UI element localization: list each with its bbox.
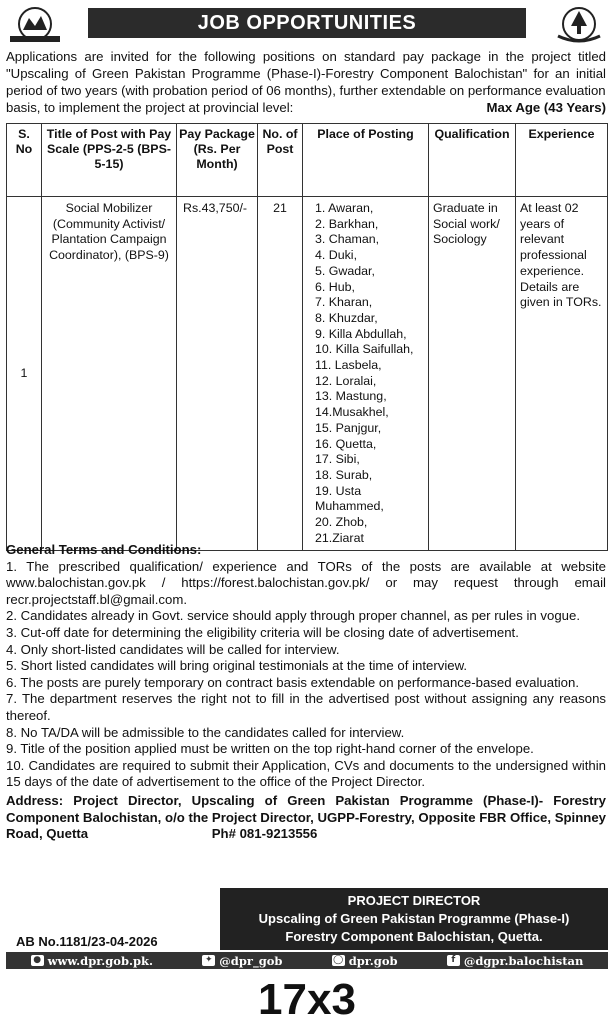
address-block xyxy=(6,793,606,843)
cell-qualification: Graduate in Social work/ Sociology xyxy=(429,197,516,551)
table-row xyxy=(7,197,608,551)
jobs-table xyxy=(6,123,608,551)
term-item: 5. Short listed candidates will bring original testimonials at the time of interview. xyxy=(6,658,468,674)
footer-bar xyxy=(6,952,608,969)
places-list xyxy=(307,201,424,546)
list-item: 9. Killa Abdullah, xyxy=(315,326,407,341)
terms-section xyxy=(6,542,606,843)
list-item: 7. Kharan, xyxy=(315,295,373,310)
term-item: 6. The posts are purely temporary on contract basis extendable on performance-based evaluation. xyxy=(6,674,580,690)
page-title: JOB OPPORTUNITIES xyxy=(88,8,526,38)
term-item: 1. The prescribed qualification/ experience and TORs of the posts are available at website www.balochistan.gov.pk / https://forest.balochistan.gov.pk/ or may request through email recr.projectstaff.bl@gmail.com. xyxy=(6,558,606,607)
forest-department-emblem-icon xyxy=(550,6,608,44)
address-text: Address: Project Director, Upscaling of Green Pakistan Programme (Phase-I)- Forestry Component Balochistan, o/o the Project Director, UGPP-Forestry, Opposite FBR Office, Spinney Road, Quetta xyxy=(6,792,606,842)
cell-no-of-post: 21 xyxy=(258,197,303,551)
list-item: 5. Gwadar, xyxy=(315,263,375,278)
header-qualification: Qualification xyxy=(429,124,516,197)
cell-pay: Rs.43,750/- xyxy=(177,197,258,551)
term-item: 10. Candidates are required to submit their Application, CVs and documents to the undersigned within 15 days of the date of advertisement to the office of the Project Director. xyxy=(6,757,606,790)
cell-places xyxy=(303,197,429,551)
signature-line-2: Upscaling of Green Pakistan Programme (Phase-I) xyxy=(258,911,570,926)
ad-size-label: 17x3 xyxy=(258,975,356,1024)
cell-experience: At least 02 years of relevant professional experience. Details are given in TORs. xyxy=(516,197,608,551)
list-item: 4. Duki, xyxy=(315,248,358,263)
intro-last-line: basis, to implement the project at provincial level: xyxy=(6,100,294,115)
list-item: 1. Awaran, xyxy=(315,201,374,215)
footer-facebook-label: @dgpr.balochistan xyxy=(463,953,584,968)
footer-website-label: www.dpr.gob.pk. xyxy=(47,953,154,968)
list-item: 16. Quetta, xyxy=(315,436,377,451)
list-item: 10. Killa Saifullah, xyxy=(315,342,414,357)
list-item: 17. Sibi, xyxy=(315,452,360,467)
ab-number: AB No.1181/23-04-2026 xyxy=(16,934,158,949)
footer-twitter-label: @dpr_gob xyxy=(219,953,283,968)
footer-instagram-label: dpr.gob xyxy=(348,953,398,968)
term-item: 2. Candidates already in Govt. service should apply through proper channel, as per rules in vogue. xyxy=(6,608,580,624)
list-item: 15. Panjgur, xyxy=(315,420,382,435)
footer-website[interactable] xyxy=(31,954,153,968)
header-pay: Pay Package (Rs. Per Month) xyxy=(177,124,258,197)
term-item: 4. Only short-listed candidates will be called for interview. xyxy=(6,641,340,657)
list-item: 3. Chaman, xyxy=(315,232,380,247)
term-item: 9. Title of the position applied must be written on the top right-hand corner of the envelope. xyxy=(6,741,534,757)
cell-sno: 1 xyxy=(7,197,42,551)
terms-heading: General Terms and Conditions: xyxy=(6,542,202,557)
footer-instagram[interactable] xyxy=(332,954,398,968)
cell-title: Social Mobilizer (Community Activist/ Plantation Campaign Coordinator), (BPS-9) xyxy=(42,197,177,551)
list-item: 12. Loralai, xyxy=(315,373,377,388)
list-item: 14.Musakhel, xyxy=(315,405,389,420)
intro-paragraph xyxy=(6,48,606,116)
footer-facebook[interactable] xyxy=(447,954,584,968)
header-sno: S. No xyxy=(7,124,42,197)
facebook-icon: f xyxy=(447,955,460,966)
intro-text: Applications are invited for the following positions on standard pay package in the project titled "Upscaling of Green Pakistan Programme (Phase-I)-Forestry Component Balochistan" for an initial period of two years (with probation period of 06 months), further extendable on performance evaluation xyxy=(6,49,606,98)
phone-number: Ph# 081-9213556 xyxy=(211,826,318,842)
globe-icon: ● xyxy=(31,955,44,966)
header-no-of-post: No. of Post xyxy=(258,124,303,197)
government-emblem-icon xyxy=(6,6,64,44)
list-item: 19. Usta Muhammed, xyxy=(315,483,384,514)
signature-line-3: Forestry Component Balochistan, Quetta. xyxy=(285,929,543,944)
list-item: 2. Barkhan, xyxy=(315,216,379,231)
list-item: 13. Mastung, xyxy=(315,389,387,404)
instagram-icon: ◯ xyxy=(333,955,344,965)
header-place: Place of Posting xyxy=(303,124,429,197)
list-item: 21.Ziarat xyxy=(315,530,364,545)
max-age: Max Age (43 Years) xyxy=(486,100,606,115)
header-title: Title of Post with Pay Scale (PPS-2-5 (BPS-5-15) xyxy=(42,124,177,197)
list-item: 20. Zhob, xyxy=(315,515,368,530)
list-item: 8. Khuzdar, xyxy=(315,310,378,325)
term-item: 7. The department reserves the right not to fill in the advertised post without assigning any reasons thereof. xyxy=(6,691,606,723)
list-item: 6. Hub, xyxy=(315,279,355,294)
signature-line-1: PROJECT DIRECTOR xyxy=(347,893,481,908)
footer-twitter[interactable] xyxy=(202,954,282,968)
twitter-icon: ✦ xyxy=(202,955,215,966)
term-item: 3. Cut-off date for determining the eligibility criteria will be closing date of advertisement. xyxy=(6,624,519,640)
signature-box xyxy=(220,888,608,950)
table-header-row xyxy=(7,124,608,197)
header-experience: Experience xyxy=(516,124,608,197)
list-item: 18. Surab, xyxy=(315,467,373,482)
term-item: 8. No TA/DA will be admissible to the candidates called for interview. xyxy=(6,724,405,740)
list-item: 11. Lasbela, xyxy=(315,358,382,373)
